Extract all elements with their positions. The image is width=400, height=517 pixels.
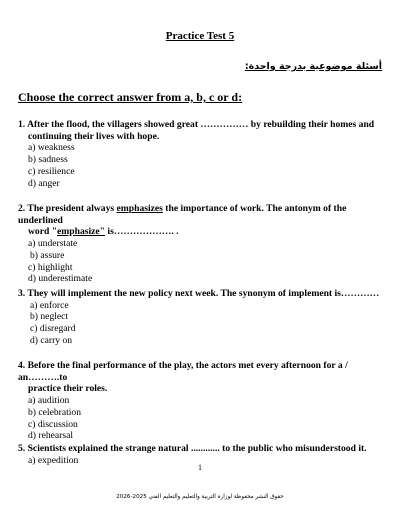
question-5-stem	[18, 443, 388, 455]
question-2-underlined-word: emphasizes	[116, 203, 163, 214]
question-1-option-a[interactable]: a) weakness	[28, 142, 75, 154]
question-3-stem	[18, 288, 388, 300]
question-4-option-a[interactable]: a) audition	[28, 395, 70, 407]
arabic-section-heading: أسئلة موضوعية بدرجة واحدة:	[244, 61, 382, 72]
question-2-option-c[interactable]: c) highlight	[28, 261, 73, 273]
question-3-option-d[interactable]: d) carry on	[30, 334, 73, 346]
question-1-option-b[interactable]: b) sadness	[28, 154, 68, 166]
question-4-option-c[interactable]: c) discussion	[28, 418, 78, 430]
question-4-line-2: practice their roles.	[28, 383, 108, 395]
instruction-heading: Choose the correct answer from a, b, c or d:	[18, 90, 243, 104]
question-2-option-a[interactable]: a) understate	[28, 238, 78, 250]
question-1-option-c[interactable]: c) resilience	[28, 165, 75, 177]
question-1	[18, 119, 388, 189]
question-3-line-1: 3. They will implement the new policy next week. The synonym of implement is…………	[18, 288, 380, 299]
question-2-option-d[interactable]: d) underestimate	[28, 273, 93, 285]
question-2-line-2-start: word "	[28, 226, 58, 238]
question-2-option-b[interactable]: b) assure	[30, 249, 65, 261]
question-1-line-2: continuing their lives with hope.	[28, 130, 160, 142]
question-4-line-1: 4. Before the final performance of the play, the actors met every afternoon for a / an……….to	[18, 360, 348, 383]
question-1-line-1: 1. After the flood, the villagers showed great …………… by rebuilding their homes and	[18, 119, 375, 130]
question-4	[18, 360, 388, 442]
question-2-underlined-quote: emphasize"	[57, 226, 106, 238]
question-5-option-a[interactable]: a) expedition	[28, 454, 79, 466]
question-3-option-a[interactable]: a) enforce	[30, 299, 69, 311]
question-4-stem	[18, 360, 388, 395]
question-2-stem	[18, 203, 388, 238]
question-2-line-1-end: the importance of work. The antonym of the underlined	[18, 203, 347, 226]
page-title: Practice Test 5	[165, 30, 235, 42]
page-number: 1	[198, 463, 202, 472]
question-3	[18, 288, 388, 347]
question-2	[18, 203, 388, 285]
question-3-option-b[interactable]: b) neglect	[30, 311, 69, 323]
question-4-option-d[interactable]: d) rehearsal	[28, 430, 74, 442]
question-4-option-b[interactable]: b) celebration	[28, 406, 82, 418]
question-2-line-1-start: 2. The president always	[18, 203, 117, 214]
copyright-footer: حقوق النشر محفوظة لوزارة التربية والتعليم والتعليم الفني 2025-2026	[116, 494, 284, 500]
question-3-option-c[interactable]: c) disregard	[30, 323, 76, 335]
question-5-line-1: 5. Scientists explained the strange natural ............ to the public who misunderstood it.	[18, 443, 367, 454]
question-2-line-2-end: is………………. .	[105, 226, 179, 238]
question-1-option-d[interactable]: d) anger	[28, 177, 60, 189]
question-1-stem	[18, 119, 388, 142]
